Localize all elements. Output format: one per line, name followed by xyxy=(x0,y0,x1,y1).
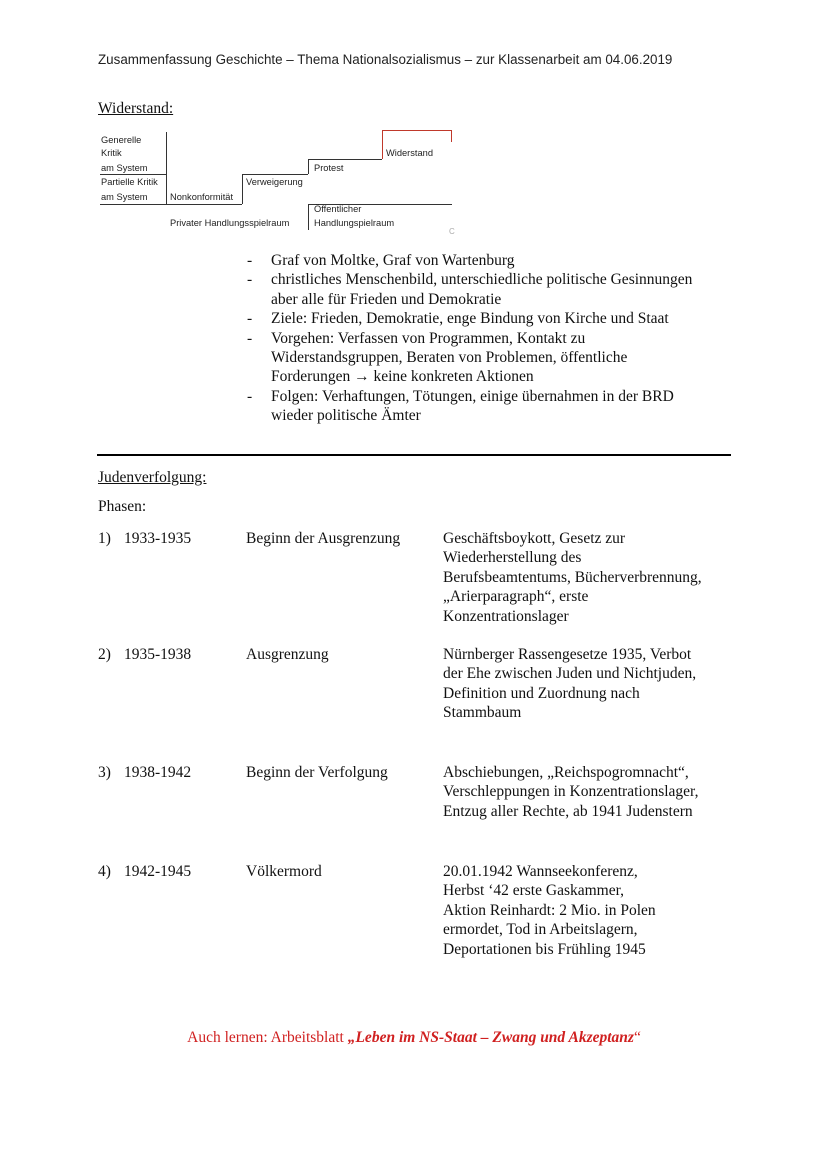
diagram-step-line xyxy=(308,159,382,160)
diagram-step-nonkonformitaet: Nonkonformität xyxy=(170,192,234,202)
diagram-step-riser xyxy=(242,174,243,204)
judenverfolgung-heading: Judenverfolgung: xyxy=(98,469,207,486)
widerstand-bullet-list xyxy=(244,251,764,426)
list-item: - Graf von Moltke, Graf von Wartenburg xyxy=(247,252,515,269)
footer-prefix: Auch lernen: Arbeitsblatt xyxy=(187,1029,348,1046)
phase-name: Beginn der Verfolgung xyxy=(246,764,388,781)
phase-description: Geschäftsboykott, Gesetz zur Wiederherstellung des Berufsbeamtentums, Bücherverbrennung, „Arierparagraph“, erste Konzentrationslager xyxy=(443,530,702,625)
list-item: - Ziele: Frieden, Demokratie, enge Bindung von Kirche und Staat xyxy=(247,310,669,328)
diagram-left-label: Partielle Kritik xyxy=(101,177,158,187)
diagram-step-riser xyxy=(308,159,309,174)
diagram-public-space-label: Handlungspielraum xyxy=(314,218,395,228)
widerstand-heading: Widerstand: xyxy=(98,100,174,117)
diagram-private-space-label: Privater Handlungsspielraum xyxy=(170,218,290,228)
phase-number: 1) xyxy=(98,530,111,547)
list-item: - christliches Menschenbild, unterschiedliche politische Gesinnungen aber alle für Frieden und Demokratie xyxy=(247,271,693,308)
diagram-public-space-label: Öffentlicher xyxy=(314,204,362,214)
widerstand-staircase-diagram xyxy=(96,128,466,240)
diagram-left-label: am System xyxy=(101,163,148,173)
phase-years: 1933-1935 xyxy=(124,530,192,547)
phase-name: Beginn der Ausgrenzung xyxy=(246,530,401,547)
diagram-step-line xyxy=(166,204,242,205)
footer-note xyxy=(0,1029,828,1047)
section-divider xyxy=(97,454,731,456)
diagram-axis xyxy=(166,132,167,204)
phase-description: Nürnberger Rassengesetze 1935, Verbot der Ehe zwischen Juden und Nichtjuden, Definition und Zuordnung nach Stammbaum xyxy=(443,646,697,722)
phase-years: 1935-1938 xyxy=(124,646,192,663)
diagram-step-line-red xyxy=(382,130,452,131)
footer-worksheet-title: „Leben im NS-Staat – Zwang und Akzeptanz xyxy=(347,1029,634,1046)
diagram-left-label: Generelle xyxy=(101,135,142,145)
list-item: - Vorgehen: Verfassen von Programmen, Kontakt zu Widerstandsgruppen, Beraten von Problemen, öffentliche Forderungen → keine konkreten Aktionen xyxy=(247,329,628,386)
diagram-step-end-red xyxy=(451,130,452,142)
phase-number: 3) xyxy=(98,764,111,781)
phase-name: Völkermord xyxy=(246,863,322,880)
diagram-step-widerstand: Widerstand xyxy=(386,148,434,158)
diagram-label-divider xyxy=(100,204,166,205)
phase-name: Ausgrenzung xyxy=(246,646,329,663)
diagram-step-verweigerung: Verweigerung xyxy=(246,177,303,187)
phase-number: 2) xyxy=(98,646,111,663)
diagram-corner-mark: C xyxy=(449,227,455,236)
diagram-left-label: Kritik xyxy=(101,148,122,158)
page-header: Zusammenfassung Geschichte – Thema Nationalsozialismus – zur Klassenarbeit am 04.06.2019 xyxy=(98,52,673,67)
phase-description: Abschiebungen, „Reichspogromnacht“, Verschleppungen in Konzentrationslager, Entzug aller Rechte, ab 1941 Judenstern xyxy=(443,764,699,820)
diagram-step-protest: Protest xyxy=(314,163,344,173)
diagram-bottom-divider xyxy=(308,204,309,230)
diagram-label-divider xyxy=(100,174,166,175)
diagram-left-label: am System xyxy=(101,192,148,202)
diagram-step-riser-red xyxy=(382,130,383,159)
phasen-label: Phasen: xyxy=(98,498,147,515)
footer-suffix: “ xyxy=(633,1029,641,1046)
phase-years: 1938-1942 xyxy=(124,764,192,781)
phase-years: 1942-1945 xyxy=(124,863,192,880)
list-item: - Folgen: Verhaftungen, Tötungen, einige übernahmen in der BRD wieder politische Ämter xyxy=(247,387,674,425)
phase-description: 20.01.1942 Wannseekonferenz, Herbst ‘42 erste Gaskammer, Aktion Reinhardt: 2 Mio. in Polen ermordet, Tod in Arbeitslagern, Deportationen bis Frühling 1945 xyxy=(443,863,656,958)
phase-number: 4) xyxy=(98,863,111,880)
